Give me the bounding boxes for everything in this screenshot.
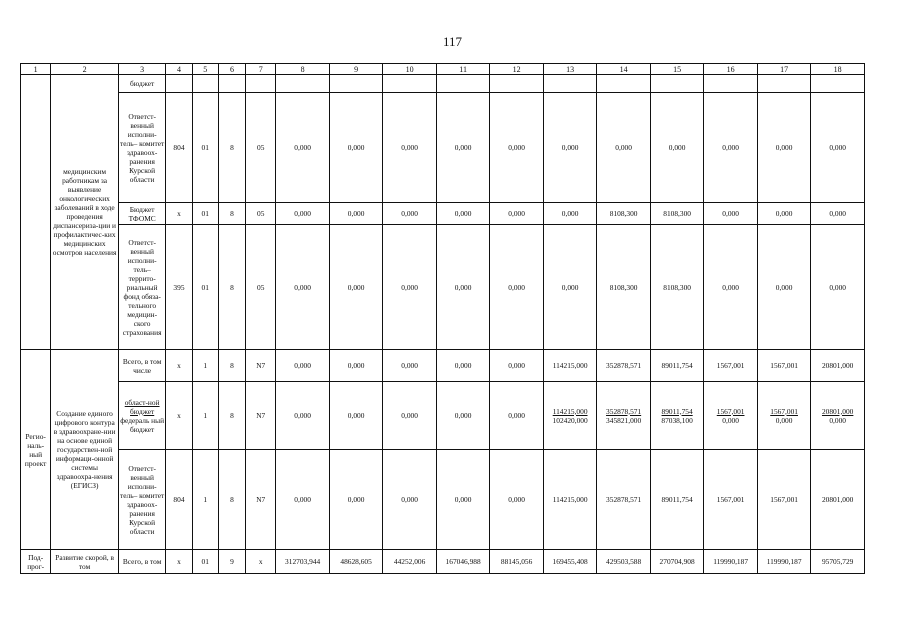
cell-pair (543, 382, 597, 450)
value-regional: 114215,000 (552, 406, 588, 416)
cell: 119990,187 (757, 550, 811, 574)
cell: 352878,571 (597, 350, 651, 382)
column-number-5: 5 (192, 64, 218, 75)
cell: 9 (218, 550, 245, 574)
cell: 0,000 (329, 350, 383, 382)
cell: 169455,408 (543, 550, 597, 574)
page-number: 117 (442, 34, 463, 49)
cell: 0,000 (543, 225, 597, 350)
subprogram-name: Развитие скорой, в том (51, 550, 119, 574)
cell: 0,000 (704, 93, 758, 203)
value-federal: 345821,000 (606, 415, 642, 425)
cell: 0,000 (436, 382, 490, 450)
cell: 0,000 (329, 225, 383, 350)
cell-pair (597, 382, 651, 450)
project-kind: Регио-наль-ный проект (21, 350, 51, 550)
cell: 0,000 (811, 225, 865, 350)
cell: 89011,754 (650, 350, 704, 382)
cell: 0,000 (436, 203, 490, 225)
cell (811, 75, 865, 93)
cell: 0,000 (757, 203, 811, 225)
cell-pair (757, 382, 811, 450)
cell: 1567,001 (757, 350, 811, 382)
value-regional: 352878,571 (606, 406, 642, 416)
cell: x (166, 203, 192, 225)
measure-name: медицинским работникам за выявление онкологических заболеваний в ходе проведения диспансериза-ции и профилактичес-ких медицинских осмотров населения (51, 75, 119, 350)
cell: 1 (192, 382, 218, 450)
cell: 0,000 (597, 93, 651, 203)
cell-executor: Ответст-венный исполни-тель– комитет здравоох-ранения Курской области (118, 450, 165, 550)
cell: 119990,187 (704, 550, 758, 574)
cell: 0,000 (490, 350, 544, 382)
cell: 0,000 (436, 225, 490, 350)
column-number-15: 15 (650, 64, 704, 75)
cell: 1 (192, 350, 218, 382)
cell: N7 (246, 450, 276, 550)
table-row (21, 93, 865, 203)
column-number-8: 8 (276, 64, 330, 75)
table-row (21, 382, 865, 450)
cell: 8 (218, 382, 245, 450)
cell: 1567,001 (757, 450, 811, 550)
cell: N7 (246, 382, 276, 450)
cell-empty (21, 75, 51, 350)
column-number-4: 4 (166, 64, 192, 75)
cell: 95705,729 (811, 550, 865, 574)
value-federal: 102420,000 (552, 415, 588, 425)
cell: 0,000 (757, 225, 811, 350)
cell: x (166, 350, 192, 382)
cell: 395 (166, 225, 192, 350)
cell: 0,000 (436, 93, 490, 203)
cell-pair (650, 382, 704, 450)
cell-budget: Бюджет ТФОМС (118, 203, 165, 225)
project-name: Создание единого цифрового контура в здравоохране-нии на основе единой государствен-ной информаци-онной системы здравоохра-нения (ЕГИСЗ) (51, 350, 119, 550)
cell: 0,000 (811, 93, 865, 203)
cell: 0,000 (490, 225, 544, 350)
value-regional: 1567,001 (716, 406, 745, 416)
subprogram-kind: Под-прог- (21, 550, 51, 574)
cell: 0,000 (383, 225, 437, 350)
cell: 0,000 (383, 203, 437, 225)
cell: 804 (166, 450, 192, 550)
cell (192, 75, 218, 93)
table-row (21, 550, 865, 574)
column-number-11: 11 (436, 64, 490, 75)
cell: 05 (246, 225, 276, 350)
value-regional: 89011,754 (661, 406, 693, 416)
cell: 8 (218, 225, 245, 350)
cell: 0,000 (543, 93, 597, 203)
cell: 114215,000 (543, 350, 597, 382)
cell: 8108,300 (597, 203, 651, 225)
cell: 01 (192, 225, 218, 350)
cell: 8108,300 (650, 203, 704, 225)
cell-pair (704, 382, 758, 450)
cell: 8 (218, 350, 245, 382)
value-federal: 0,000 (829, 415, 846, 425)
column-number-17: 17 (757, 64, 811, 75)
cell: Всего, в том числе (118, 350, 165, 382)
cell: 114215,000 (543, 450, 597, 550)
cell: 0,000 (383, 382, 437, 450)
column-number-16: 16 (704, 64, 758, 75)
column-number-13: 13 (543, 64, 597, 75)
table-row (21, 203, 865, 225)
cell: 804 (166, 93, 192, 203)
cell: 20801,000 (811, 350, 865, 382)
cell: 0,000 (329, 450, 383, 550)
value-federal: 87038,100 (661, 415, 693, 425)
column-number-3: 3 (118, 64, 165, 75)
cell: 8 (218, 450, 245, 550)
cell: бюджет (118, 75, 165, 93)
cell: 8 (218, 203, 245, 225)
cell: 0,000 (276, 350, 330, 382)
column-number-12: 12 (490, 64, 544, 75)
cell: 0,000 (436, 450, 490, 550)
cell: 0,000 (704, 225, 758, 350)
column-number-7: 7 (246, 64, 276, 75)
header-row (21, 64, 865, 75)
cell: 89011,754 (650, 450, 704, 550)
column-number-14: 14 (597, 64, 651, 75)
cell: 352878,571 (597, 450, 651, 550)
cell: 01 (192, 203, 218, 225)
cell: 167046,988 (436, 550, 490, 574)
cell (597, 75, 651, 93)
cell: 0,000 (543, 203, 597, 225)
cell: 05 (246, 203, 276, 225)
table-row (21, 350, 865, 382)
cell (246, 75, 276, 93)
cell: 1567,001 (704, 350, 758, 382)
cell: Всего, в том (118, 550, 165, 574)
cell (543, 75, 597, 93)
federal-budget-label: федераль ный бюджет (120, 415, 165, 434)
value-regional: 1567,001 (770, 406, 798, 416)
cell: 0,000 (276, 382, 330, 450)
cell: 0,000 (329, 203, 383, 225)
column-number-9: 9 (329, 64, 383, 75)
cell: 0,000 (811, 203, 865, 225)
cell: 0,000 (490, 382, 544, 450)
cell: 0,000 (276, 203, 330, 225)
cell (490, 75, 544, 93)
cell (383, 75, 437, 93)
cell: 0,000 (383, 350, 437, 382)
cell: 1567,001 (704, 450, 758, 550)
cell: 0,000 (276, 450, 330, 550)
cell (704, 75, 758, 93)
cell: 44252,006 (383, 550, 437, 574)
value-regional: 20801,000 (821, 406, 854, 416)
cell: 0,000 (757, 93, 811, 203)
cell: 0,000 (329, 93, 383, 203)
column-number-6: 6 (218, 64, 245, 75)
cell: 312703,944 (276, 550, 330, 574)
cell (436, 75, 490, 93)
cell (218, 75, 245, 93)
cell: 20801,000 (811, 450, 865, 550)
cell (650, 75, 704, 93)
cell: 8108,300 (650, 225, 704, 350)
cell: 0,000 (704, 203, 758, 225)
cell-budget-split (118, 382, 165, 450)
cell (757, 75, 811, 93)
cell: x (166, 550, 192, 574)
cell: 0,000 (383, 450, 437, 550)
cell: 0,000 (329, 382, 383, 450)
cell: 48628,605 (329, 550, 383, 574)
value-federal: 0,000 (722, 415, 739, 425)
regional-budget-label: област-ной бюджет (124, 397, 160, 416)
cell: 0,000 (490, 93, 544, 203)
column-number-1: 1 (21, 64, 51, 75)
table-row (21, 225, 865, 350)
value-federal: 0,000 (775, 415, 793, 425)
table-row (21, 75, 865, 93)
cell-executor: Ответст-венный исполни-тель– комитет здравоох-ранения Курской области (118, 93, 165, 203)
cell-executor: Ответст-венный исполни-тель– террито-риальный фонд обяза-тельного медицин-ского страхования (118, 225, 165, 350)
cell: 8108,300 (597, 225, 651, 350)
cell: 0,000 (490, 203, 544, 225)
cell: 0,000 (276, 93, 330, 203)
cell: x (166, 382, 192, 450)
column-number-10: 10 (383, 64, 437, 75)
cell: 8 (218, 93, 245, 203)
cell: 0,000 (436, 350, 490, 382)
cell: 429503,588 (597, 550, 651, 574)
cell: N7 (246, 350, 276, 382)
column-number-18: 18 (811, 64, 865, 75)
cell: 270704,908 (650, 550, 704, 574)
cell: 05 (246, 93, 276, 203)
cell: 88145,056 (490, 550, 544, 574)
cell (276, 75, 330, 93)
cell: x (246, 550, 276, 574)
cell (329, 75, 383, 93)
cell: 1 (192, 450, 218, 550)
cell: 0,000 (490, 450, 544, 550)
cell: 01 (192, 93, 218, 203)
cell: 01 (192, 550, 218, 574)
column-number-2: 2 (51, 64, 119, 75)
table-row (21, 450, 865, 550)
cell: 0,000 (383, 93, 437, 203)
cell: 0,000 (276, 225, 330, 350)
cell-pair (811, 382, 865, 450)
budget-table (20, 63, 865, 574)
cell (166, 75, 192, 93)
cell: 0,000 (650, 93, 704, 203)
